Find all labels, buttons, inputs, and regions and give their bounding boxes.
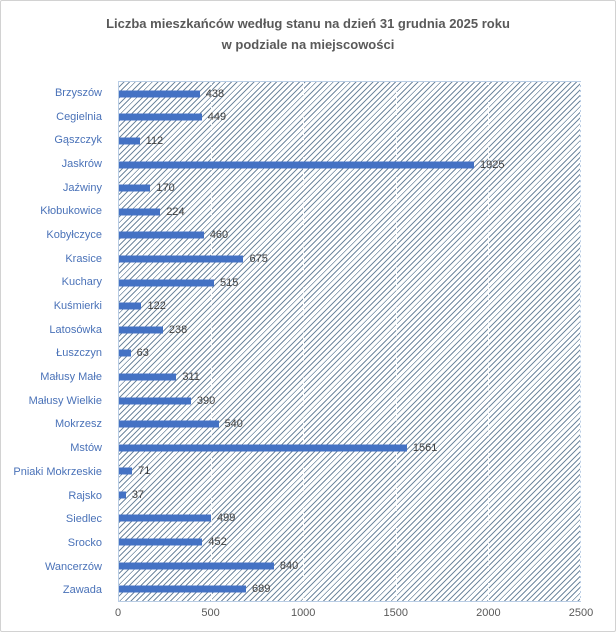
bar-value-label: 460: [209, 229, 229, 242]
bar-row: [119, 412, 580, 436]
bar-row: [119, 224, 580, 248]
bar: [119, 208, 160, 215]
bar-row: [119, 271, 580, 295]
bars-layer: [119, 82, 580, 601]
chart-title-line2: w podziale na miejscowości: [221, 36, 395, 52]
category-label: Kobyłczyce: [46, 228, 102, 241]
bar-row: [119, 106, 580, 130]
bar: [119, 137, 140, 144]
bar-value-label: 37: [131, 488, 145, 501]
bar-row: [119, 507, 580, 531]
bar-value-label: 689: [252, 583, 271, 596]
gridline-2500: [580, 82, 581, 601]
category-label: Kuśmierki: [53, 300, 102, 313]
bar-row: [119, 530, 580, 554]
chart-title: [1, 14, 615, 56]
bar: [119, 185, 150, 192]
category-label: Krasice: [65, 252, 102, 265]
bar-row: [119, 365, 580, 389]
category-label: Kuchary: [61, 276, 102, 289]
category-label: Kłobukowice: [40, 205, 102, 218]
bar-value-label: 71: [138, 465, 151, 478]
bar-value-label: 112: [145, 134, 164, 147]
x-tick-label-0: 0: [114, 607, 122, 619]
x-tick-label-2500: 2500: [568, 607, 594, 619]
bar: [119, 562, 274, 569]
bar-value-label: 675: [249, 252, 268, 265]
bar: [119, 397, 191, 404]
category-label: Srocko: [67, 536, 102, 549]
bar-row: [119, 436, 580, 460]
category-label: Pniaki Mokrzeskie: [13, 465, 102, 478]
bar-row: [119, 294, 580, 318]
bar: [119, 90, 200, 97]
bar-row: [119, 153, 580, 177]
bar-row: [119, 389, 580, 413]
bar-value-label: 122: [147, 300, 166, 313]
bar: [119, 303, 141, 310]
bar-value-label: 238: [168, 323, 188, 336]
bar: [119, 468, 132, 475]
bar: [119, 444, 407, 451]
bar-row: [119, 176, 580, 200]
category-label: Łuszczyn: [56, 347, 102, 360]
x-tick-label-1000: 1000: [290, 607, 316, 619]
bar: [119, 539, 202, 546]
bar: [119, 326, 163, 333]
plot-area: [118, 81, 581, 602]
category-label: Cegielnia: [56, 110, 102, 123]
category-label: Mokrzesz: [54, 418, 102, 431]
bar-value-label: 63: [136, 347, 149, 360]
bar-row: [119, 483, 580, 507]
category-label: Gąszczyk: [54, 134, 102, 147]
category-label: Siedlec: [65, 513, 102, 526]
bar-row: [119, 247, 580, 271]
bar-row: [119, 129, 580, 153]
bar-value-label: 499: [217, 512, 236, 525]
bar: [119, 491, 126, 498]
bar-value-label: 515: [219, 276, 239, 289]
category-label: Jaskrów: [61, 157, 102, 170]
category-label: Małusy Wielkie: [28, 394, 102, 407]
bar: [119, 421, 219, 428]
bar-row: [119, 460, 580, 484]
chart-title-line1: Liczba mieszkańców według stanu na dzień 31 grudnia 2025 roku: [106, 16, 510, 31]
x-tick-label-500: 500: [201, 607, 220, 619]
bar-value-label: 449: [207, 111, 227, 124]
bar-row: [119, 82, 580, 106]
bar-row: [119, 200, 580, 224]
bar: [119, 373, 176, 380]
bar: [119, 350, 131, 357]
bar-value-label: 540: [224, 418, 243, 431]
category-label: Zawada: [62, 584, 102, 597]
bar: [119, 515, 211, 522]
category-label: Latosówka: [49, 323, 102, 336]
x-tick-label-2000: 2000: [476, 607, 501, 619]
category-label: Wancerzów: [44, 560, 102, 573]
x-tick-label-1500: 1500: [383, 607, 409, 619]
bar-value-label: 438: [205, 87, 225, 100]
bar: [119, 255, 243, 262]
bar-row: [119, 577, 580, 601]
bar: [119, 114, 202, 121]
category-label: Brzyszów: [54, 86, 102, 99]
category-axis: [1, 81, 111, 602]
bar: [119, 161, 474, 168]
category-label: Mstów: [70, 442, 102, 455]
bar-value-label: 1925: [479, 158, 505, 171]
category-label: Jaźwiny: [62, 181, 102, 194]
bar-row: [119, 318, 580, 342]
bar-row: [119, 554, 580, 578]
bar-value-label: 224: [166, 205, 185, 218]
bar: [119, 279, 214, 286]
bar-row: [119, 342, 580, 366]
bar-value-label: 1561: [412, 441, 438, 454]
category-label: Rajsko: [68, 489, 102, 502]
category-label: Małusy Małe: [40, 371, 102, 384]
bar-value-label: 311: [182, 370, 200, 383]
bar-value-label: 840: [279, 559, 299, 572]
bar-value-label: 170: [156, 182, 175, 195]
bar-value-label: 452: [208, 536, 227, 549]
bar: [119, 586, 246, 593]
bar-value-label: 390: [196, 394, 216, 407]
bar: [119, 232, 204, 239]
value-axis: [114, 607, 594, 623]
